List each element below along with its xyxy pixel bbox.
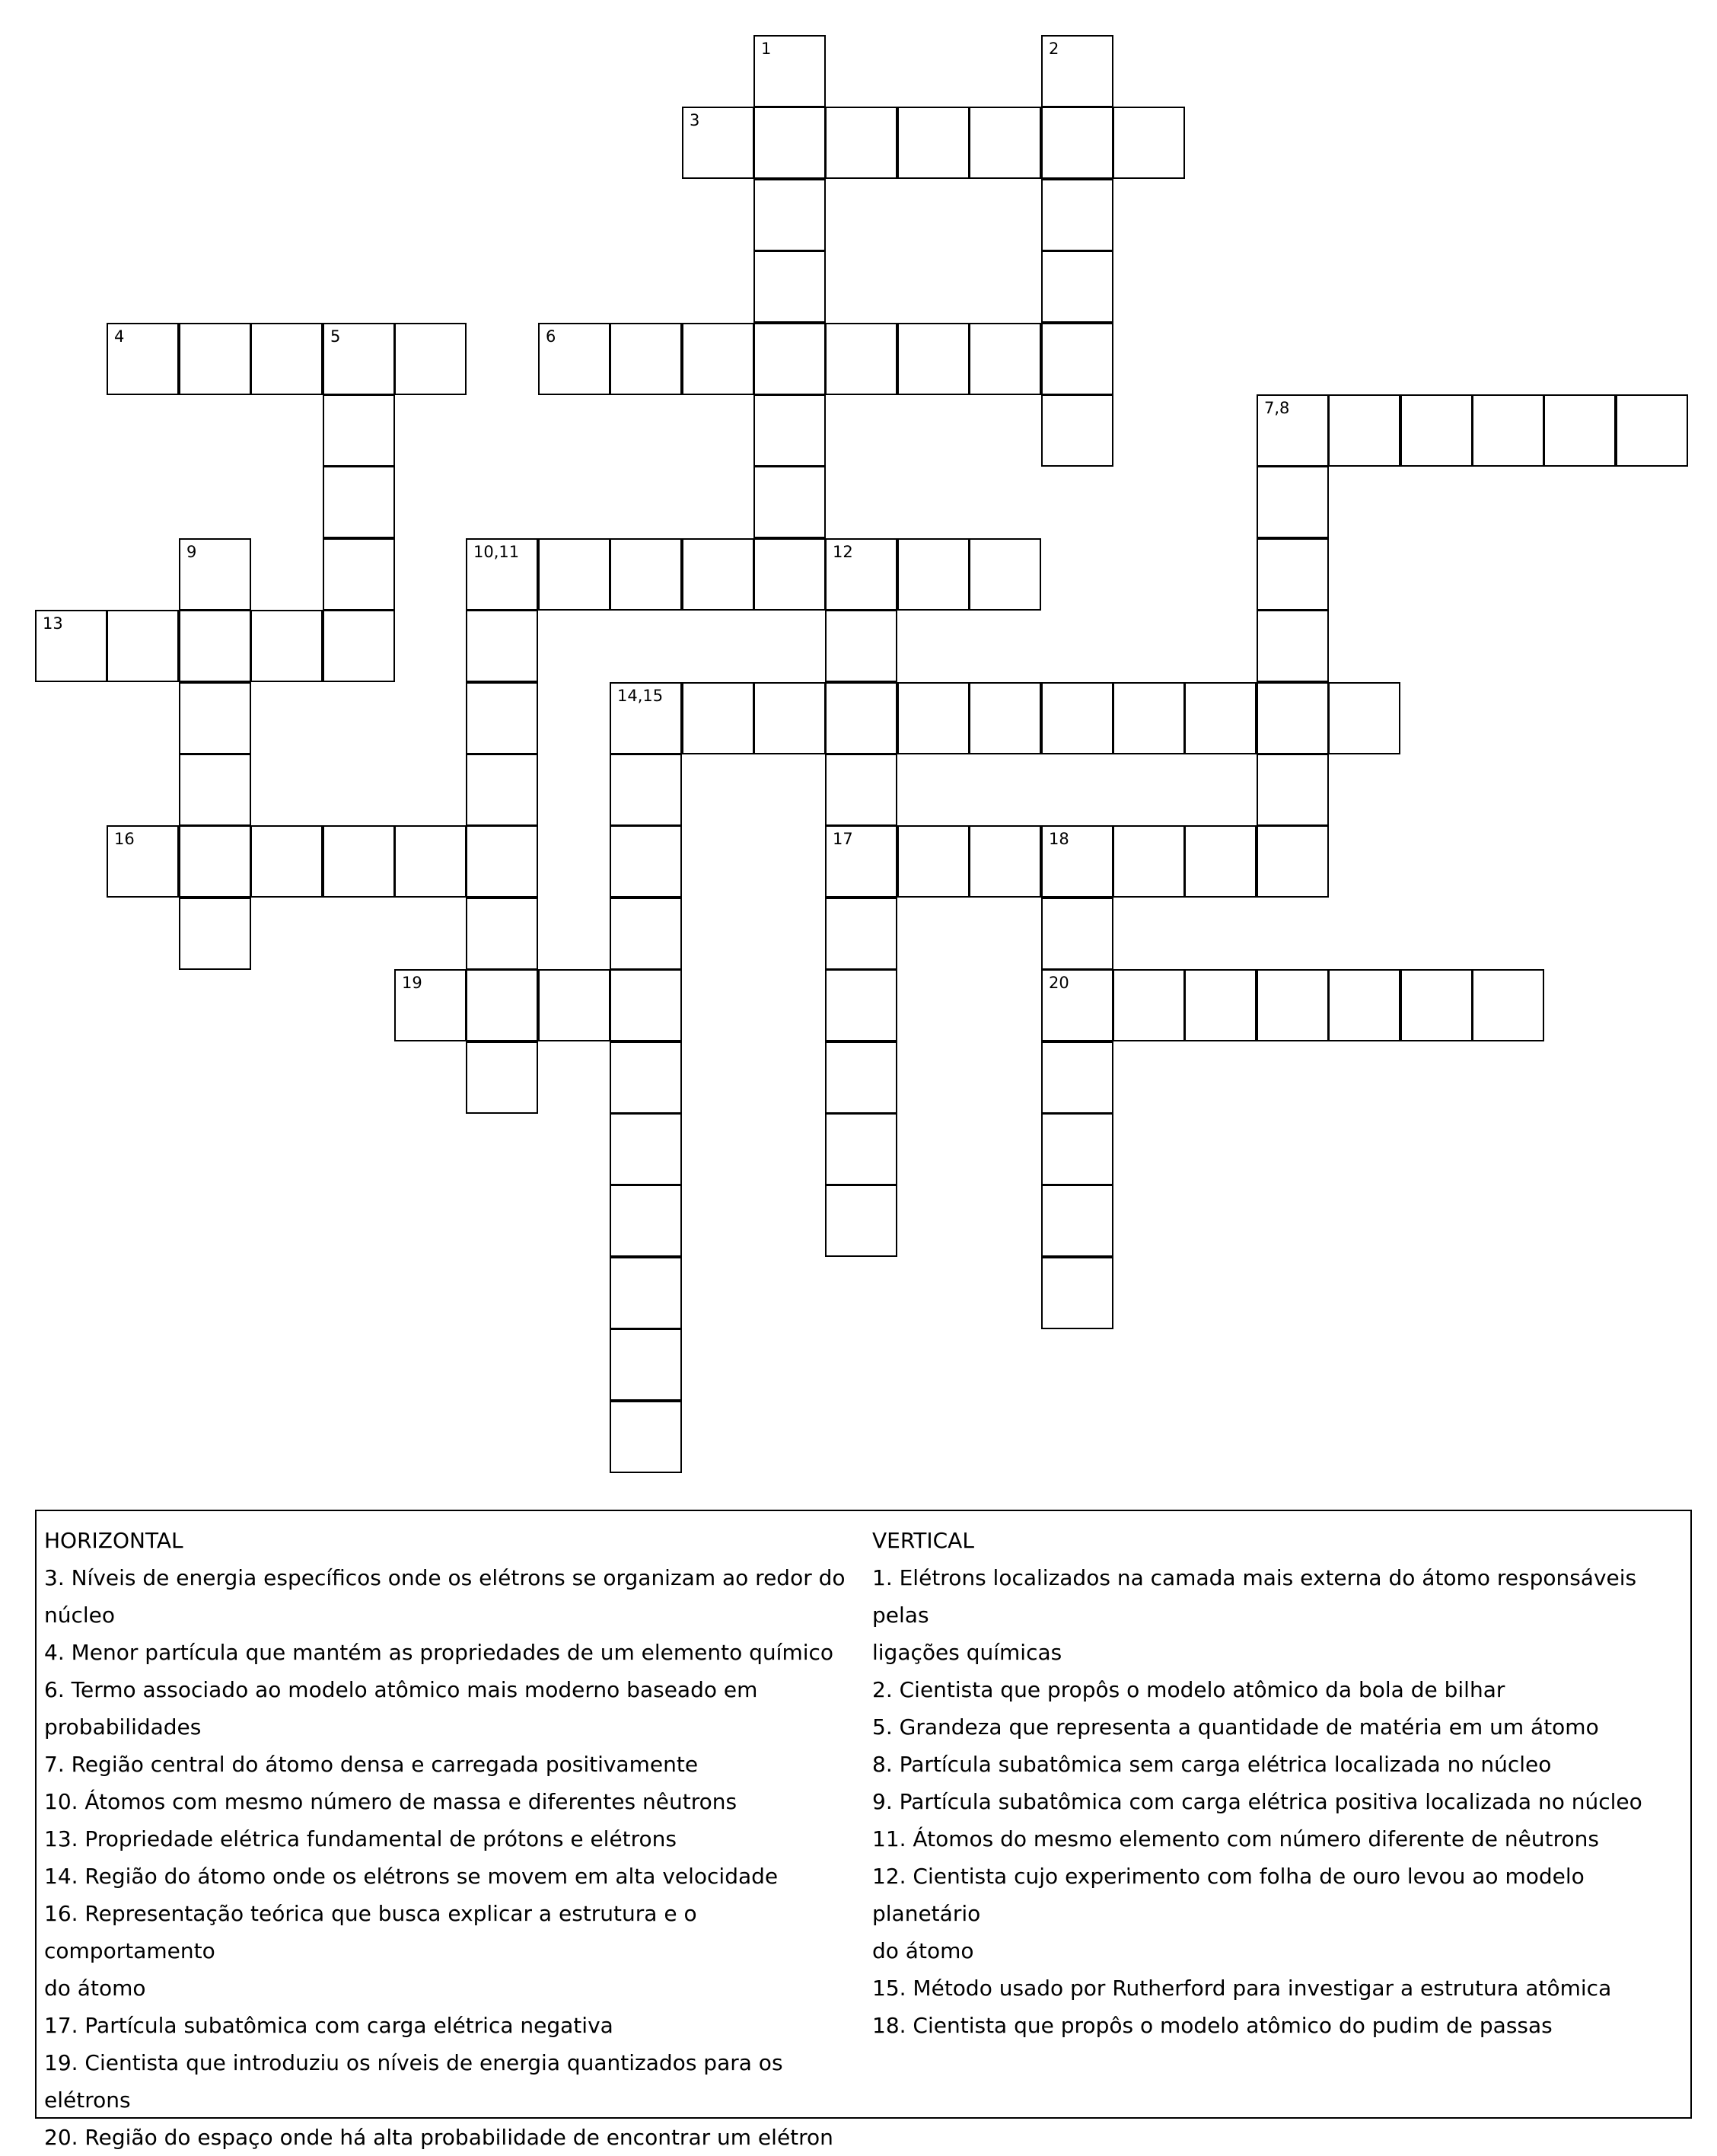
- grid-cell[interactable]: [610, 538, 682, 611]
- grid-cell[interactable]: [825, 538, 897, 611]
- grid-cell[interactable]: [1041, 323, 1113, 395]
- grid-cell[interactable]: [610, 969, 682, 1041]
- grid-cell[interactable]: [610, 1041, 682, 1114]
- clue-line: 16. Representação teórica que busca explicar a estrutura e o comportamento: [44, 1901, 697, 1963]
- horizontal-title: HORIZONTAL: [44, 1528, 183, 1553]
- grid-cell[interactable]: [1184, 682, 1257, 754]
- grid-cell[interactable]: [897, 538, 970, 611]
- clue-number: 17: [833, 830, 853, 848]
- grid-cell[interactable]: [1041, 1185, 1113, 1257]
- grid-cell[interactable]: [250, 825, 323, 898]
- grid-cell[interactable]: [969, 538, 1041, 611]
- grid-cell[interactable]: [682, 323, 754, 395]
- grid-cell[interactable]: [35, 610, 107, 682]
- clue-line: 6. Termo associado ao modelo atômico mais moderno baseado em: [44, 1677, 758, 1702]
- grid-cell[interactable]: [394, 825, 467, 898]
- grid-cell[interactable]: [107, 323, 179, 395]
- grid-cell[interactable]: [1616, 394, 1688, 467]
- grid-cell[interactable]: [1472, 394, 1544, 467]
- clue-number: 4: [114, 327, 125, 346]
- grid-cell[interactable]: [1041, 825, 1113, 898]
- grid-cell[interactable]: [1041, 1113, 1113, 1185]
- grid-cell[interactable]: [753, 250, 826, 323]
- grid-cell[interactable]: [1041, 898, 1113, 970]
- clue-line: 8. Partícula subatômica sem carga elétrica localizada no núcleo: [872, 1752, 1552, 1777]
- clue-line: 19. Cientista que introduziu os níveis de energia quantizados para os elétrons: [44, 2050, 783, 2113]
- grid-cell[interactable]: [825, 1041, 897, 1114]
- grid-cell[interactable]: [179, 538, 251, 611]
- clue-number: 1: [761, 40, 772, 58]
- clue-number: 20: [1049, 974, 1069, 992]
- clue-line: ligações químicas: [872, 1640, 1062, 1665]
- grid-cell[interactable]: [1184, 969, 1257, 1041]
- grid-cell[interactable]: [107, 610, 179, 682]
- clue-line: 12. Cientista cujo experimento com folha de ouro levou ao modelo planetário: [872, 1864, 1585, 1926]
- grid-cell[interactable]: [1041, 394, 1113, 467]
- clue-line: 7. Região central do átomo densa e carregada positivamente: [44, 1752, 699, 1777]
- grid-cell[interactable]: [969, 825, 1041, 898]
- grid-cell[interactable]: [610, 1328, 682, 1401]
- grid-cell[interactable]: [394, 323, 467, 395]
- grid-cell[interactable]: [753, 538, 826, 611]
- grid-cell[interactable]: [753, 394, 826, 467]
- clue-line: 11. Átomos do mesmo elemento com número diferente de nêutrons: [872, 1826, 1599, 1851]
- grid-cell[interactable]: [1328, 394, 1400, 467]
- grid-cell[interactable]: [466, 538, 538, 611]
- grid-cell[interactable]: [1257, 466, 1329, 538]
- grid-cell[interactable]: [1257, 754, 1329, 826]
- grid-cell[interactable]: [825, 754, 897, 826]
- grid-cell[interactable]: [1113, 969, 1185, 1041]
- grid-cell[interactable]: [466, 969, 538, 1041]
- grid-cell[interactable]: [323, 323, 395, 395]
- clue-line: 15. Método usado por Rutherford para investigar a estrutura atômica: [872, 1976, 1612, 2001]
- grid-cell[interactable]: [1328, 969, 1400, 1041]
- grid-cell[interactable]: [466, 682, 538, 754]
- clue-line: 14. Região do átomo onde os elétrons se movem em alta velocidade: [44, 1864, 779, 1889]
- clue-number: 18: [1049, 830, 1069, 848]
- grid-cell[interactable]: [897, 682, 970, 754]
- grid-cell[interactable]: [610, 1257, 682, 1329]
- grid-cell[interactable]: [610, 1113, 682, 1185]
- grid-cell[interactable]: [323, 538, 395, 611]
- grid-cell[interactable]: [897, 323, 970, 395]
- grid-cell[interactable]: [179, 898, 251, 970]
- grid-cell[interactable]: [825, 825, 897, 898]
- clue-line: probabilidades: [44, 1714, 202, 1740]
- grid-cell[interactable]: [1400, 969, 1473, 1041]
- grid-cell[interactable]: [1041, 682, 1113, 754]
- grid-cell[interactable]: [825, 1113, 897, 1185]
- grid-cell[interactable]: [323, 466, 395, 538]
- grid-cell[interactable]: [610, 323, 682, 395]
- clue-number: 5: [330, 327, 341, 346]
- grid-cell[interactable]: [753, 107, 826, 179]
- grid-cell[interactable]: [1041, 969, 1113, 1041]
- grid-cell[interactable]: [610, 898, 682, 970]
- clue-line: 1. Elétrons localizados na camada mais externa do átomo responsáveis pelas: [872, 1565, 1637, 1628]
- clue-line: 4. Menor partícula que mantém as propriedades de um elemento químico: [44, 1640, 834, 1665]
- grid-cell[interactable]: [753, 35, 826, 107]
- grid-cell[interactable]: [179, 754, 251, 826]
- clue-line: 5. Grandeza que representa a quantidade de matéria em um átomo: [872, 1714, 1599, 1740]
- grid-cell[interactable]: [1257, 538, 1329, 611]
- grid-cell[interactable]: [394, 969, 467, 1041]
- grid-cell[interactable]: [1472, 969, 1544, 1041]
- grid-cell[interactable]: [825, 898, 897, 970]
- grid-cell[interactable]: [1400, 394, 1473, 467]
- clue-number: 2: [1049, 40, 1059, 58]
- grid-cell[interactable]: [1041, 250, 1113, 323]
- clue-line: do átomo: [44, 1976, 146, 2001]
- grid-cell[interactable]: [825, 107, 897, 179]
- clue-number: 6: [546, 327, 556, 346]
- clue-line: do átomo: [872, 1938, 974, 1963]
- grid-cell[interactable]: [610, 1401, 682, 1473]
- vertical-clue-list: [872, 1559, 1687, 2044]
- grid-cell[interactable]: [466, 1041, 538, 1114]
- clue-number: 12: [833, 543, 853, 561]
- grid-cell[interactable]: [1257, 610, 1329, 682]
- clue-line: 17. Partícula subatômica com carga elétrica negativa: [44, 2013, 613, 2038]
- grid-cell[interactable]: [610, 825, 682, 898]
- grid-cell[interactable]: [538, 323, 610, 395]
- grid-cell[interactable]: [825, 682, 897, 754]
- grid-cell[interactable]: [538, 969, 610, 1041]
- grid-cell[interactable]: [753, 323, 826, 395]
- clue-number: 14,15: [617, 687, 664, 705]
- horizontal-clue-list: [44, 1559, 858, 2156]
- clue-number: 10,11: [473, 543, 520, 561]
- clue-number: 16: [114, 830, 135, 848]
- grid-cell[interactable]: [1113, 682, 1185, 754]
- grid-cell[interactable]: [825, 969, 897, 1041]
- clue-number: 19: [402, 974, 422, 992]
- clue-line: 2. Cientista que propôs o modelo atômico da bola de bilhar: [872, 1677, 1505, 1702]
- grid-cell[interactable]: [250, 610, 323, 682]
- grid-cell[interactable]: [1328, 682, 1400, 754]
- grid-cell[interactable]: [1041, 107, 1113, 179]
- clue-number: 7,8: [1264, 399, 1290, 417]
- grid-cell[interactable]: [179, 610, 251, 682]
- grid-cell[interactable]: [1041, 1257, 1113, 1329]
- clue-line: 10. Átomos com mesmo número de massa e diferentes nêutrons: [44, 1789, 737, 1814]
- grid-cell[interactable]: [682, 682, 754, 754]
- grid-cell[interactable]: [1113, 107, 1185, 179]
- grid-cell[interactable]: [969, 107, 1041, 179]
- grid-cell[interactable]: [610, 682, 682, 754]
- grid-cell[interactable]: [969, 682, 1041, 754]
- grid-cell[interactable]: [179, 825, 251, 898]
- grid-cell[interactable]: [825, 1185, 897, 1257]
- clue-line: 13. Propriedade elétrica fundamental de prótons e elétrons: [44, 1826, 677, 1851]
- grid-cell[interactable]: [323, 394, 395, 467]
- grid-cell[interactable]: [107, 825, 179, 898]
- grid-cell[interactable]: [753, 682, 826, 754]
- grid-cell[interactable]: [1257, 682, 1329, 754]
- clue-line: 3. Níveis de energia específicos onde os elétrons se organizam ao redor do: [44, 1565, 846, 1590]
- grid-cell[interactable]: [897, 107, 970, 179]
- grid-cell[interactable]: [466, 754, 538, 826]
- grid-cell[interactable]: [825, 610, 897, 682]
- grid-cell[interactable]: [753, 179, 826, 251]
- clue-number: 13: [43, 614, 63, 633]
- grid-cell[interactable]: [682, 538, 754, 611]
- grid-cell[interactable]: [1041, 1041, 1113, 1114]
- grid-cell[interactable]: [682, 107, 754, 179]
- grid-cell[interactable]: [753, 466, 826, 538]
- clue-line: núcleo: [44, 1603, 116, 1628]
- grid-cell[interactable]: [1184, 825, 1257, 898]
- grid-cell[interactable]: [1113, 825, 1185, 898]
- grid-cell[interactable]: [466, 898, 538, 970]
- grid-cell[interactable]: [610, 754, 682, 826]
- grid-cell[interactable]: [250, 323, 323, 395]
- grid-cell[interactable]: [1543, 394, 1616, 467]
- grid-cell[interactable]: [323, 825, 395, 898]
- grid-cell[interactable]: [610, 1185, 682, 1257]
- clue-number: 9: [186, 543, 197, 561]
- clue-line: 20. Região do espaço onde há alta probabilidade de encontrar um elétron: [44, 2125, 833, 2150]
- grid-cell[interactable]: [1257, 394, 1329, 467]
- grid-cell[interactable]: [1257, 969, 1329, 1041]
- grid-cell[interactable]: [323, 610, 395, 682]
- clues-box: [35, 1510, 1692, 2150]
- grid-cell[interactable]: [466, 825, 538, 898]
- grid-cell[interactable]: [1041, 35, 1113, 107]
- grid-cell[interactable]: [897, 825, 970, 898]
- grid-cell[interactable]: [179, 682, 251, 754]
- grid-cell[interactable]: [1257, 825, 1329, 898]
- grid-cell[interactable]: [538, 538, 610, 611]
- clue-line: 9. Partícula subatômica com carga elétrica positiva localizada no núcleo: [872, 1789, 1642, 1814]
- grid-cell[interactable]: [825, 323, 897, 395]
- horizontal-clues: [44, 1522, 858, 2156]
- clue-line: 18. Cientista que propôs o modelo atômico do pudim de passas: [872, 2013, 1553, 2038]
- grid-cell[interactable]: [969, 323, 1041, 395]
- grid-cell[interactable]: [1041, 179, 1113, 251]
- vertical-clues: [872, 1522, 1687, 2044]
- grid-cell[interactable]: [466, 610, 538, 682]
- vertical-title: VERTICAL: [872, 1528, 974, 1553]
- clue-number: 3: [690, 111, 700, 129]
- grid-cell[interactable]: [179, 323, 251, 395]
